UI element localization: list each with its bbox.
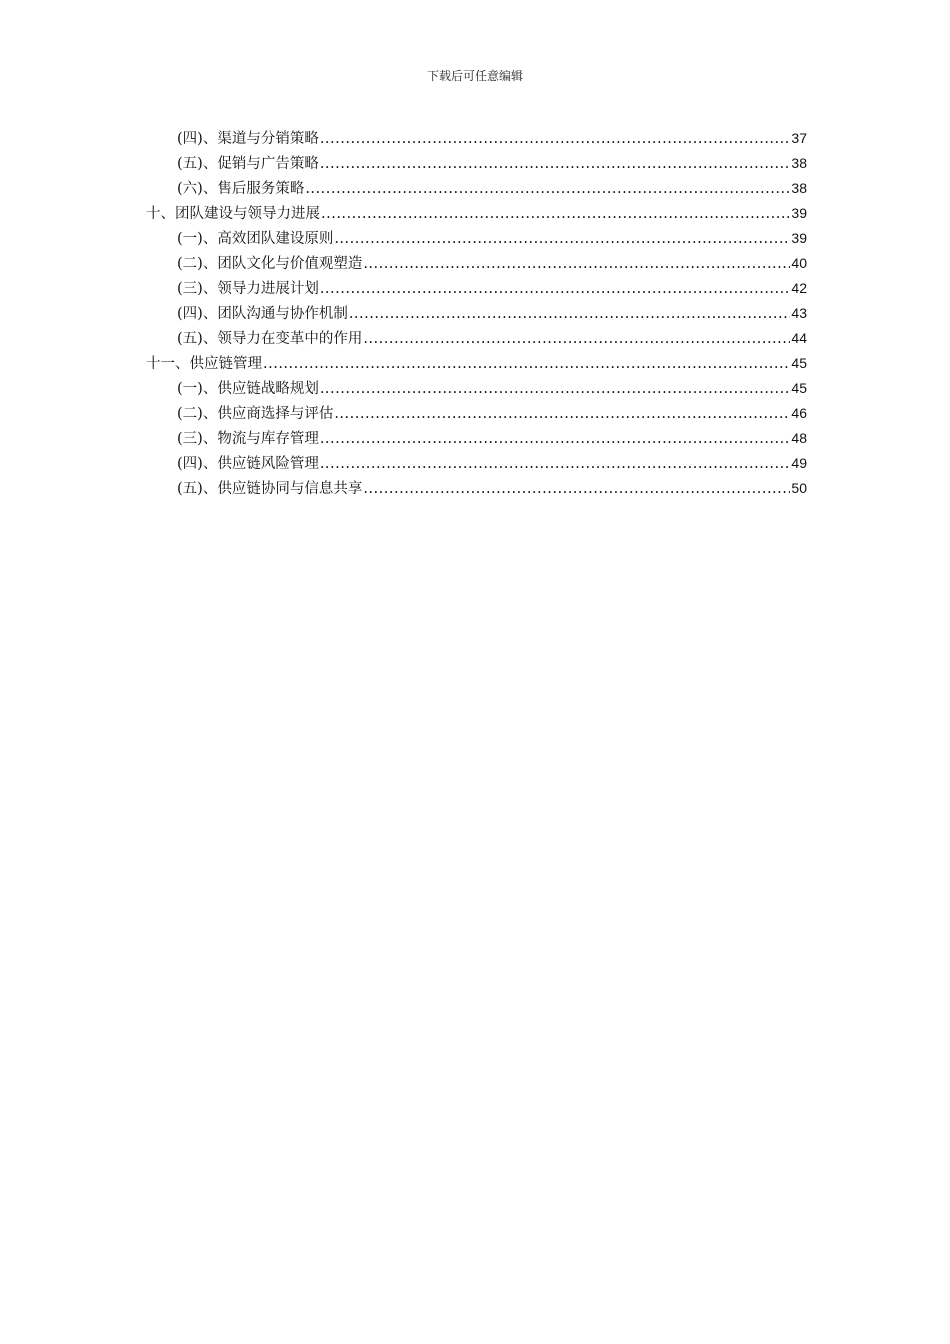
toc-entry-title: (五)、领导力在变革中的作用 [177, 331, 363, 347]
toc-entry[interactable] [146, 126, 807, 151]
toc-dot-leader [320, 277, 791, 302]
toc-dot-leader [320, 152, 791, 177]
toc-dot-leader [334, 227, 790, 252]
toc-entry-title: (五)、供应链协同与信息共享 [177, 481, 363, 497]
page-header: 下载后可任意编辑 [426, 69, 523, 83]
toc-entry[interactable] [146, 151, 807, 176]
toc-entry-title: (三)、物流与库存管理 [177, 431, 319, 447]
toc-entry-page: 49 [791, 455, 807, 471]
toc-entry-title: (二)、团队文化与价值观塑造 [177, 256, 363, 272]
toc-dot-leader [363, 327, 790, 352]
table-of-contents [146, 126, 807, 501]
toc-entry-page: 37 [791, 130, 807, 146]
toc-entry-title: 十一、供应链管理 [146, 356, 262, 372]
toc-entry[interactable] [146, 176, 807, 201]
toc-entry[interactable] [146, 326, 807, 351]
toc-entry-page: 40 [791, 255, 807, 271]
toc-entry[interactable] [146, 301, 807, 326]
toc-dot-leader [363, 477, 790, 502]
toc-entry[interactable] [146, 451, 807, 476]
toc-entry-title: 十、团队建设与领导力进展 [146, 206, 320, 222]
toc-entry[interactable] [146, 226, 807, 251]
toc-entry-page: 45 [791, 380, 807, 396]
toc-entry[interactable] [146, 376, 807, 401]
toc-entry-title: (四)、供应链风险管理 [177, 456, 319, 472]
toc-entry[interactable] [146, 401, 807, 426]
toc-entry-title: (一)、供应链战略规划 [177, 381, 319, 397]
toc-dot-leader [334, 402, 790, 427]
toc-entry-title: (三)、领导力进展计划 [177, 281, 319, 297]
toc-entry-title: (六)、售后服务策略 [177, 181, 305, 197]
toc-chapter-entry[interactable] [146, 201, 807, 226]
toc-entry[interactable] [146, 251, 807, 276]
toc-entry-page: 43 [791, 305, 807, 321]
toc-entry-title: (二)、供应商选择与评估 [177, 406, 334, 422]
toc-entry[interactable] [146, 426, 807, 451]
toc-entry-page: 42 [791, 280, 807, 296]
toc-entry[interactable] [146, 476, 807, 501]
toc-entry-title: (一)、高效团队建设原则 [177, 231, 334, 247]
toc-entry-page: 39 [791, 205, 807, 221]
toc-dot-leader [349, 302, 791, 327]
toc-entry-page: 50 [791, 480, 807, 496]
toc-dot-leader [320, 427, 791, 452]
toc-chapter-entry[interactable] [146, 351, 807, 376]
toc-entry-page: 39 [791, 230, 807, 246]
toc-entry-title: (四)、团队沟通与协作机制 [177, 306, 348, 322]
toc-entry-title: (四)、渠道与分销策略 [177, 131, 319, 147]
toc-entry-title: (五)、促销与广告策略 [177, 156, 319, 172]
toc-entry-page: 46 [791, 405, 807, 421]
toc-dot-leader [321, 202, 790, 227]
toc-dot-leader [320, 127, 791, 152]
toc-dot-leader [263, 352, 790, 377]
toc-dot-leader [305, 177, 790, 202]
toc-dot-leader [363, 252, 790, 277]
toc-entry[interactable] [146, 276, 807, 301]
toc-entry-page: 38 [791, 180, 807, 196]
toc-dot-leader [320, 377, 791, 402]
toc-entry-page: 38 [791, 155, 807, 171]
toc-entry-page: 44 [791, 330, 807, 346]
toc-dot-leader [320, 452, 791, 477]
toc-entry-page: 48 [791, 430, 807, 446]
toc-entry-page: 45 [791, 355, 807, 371]
